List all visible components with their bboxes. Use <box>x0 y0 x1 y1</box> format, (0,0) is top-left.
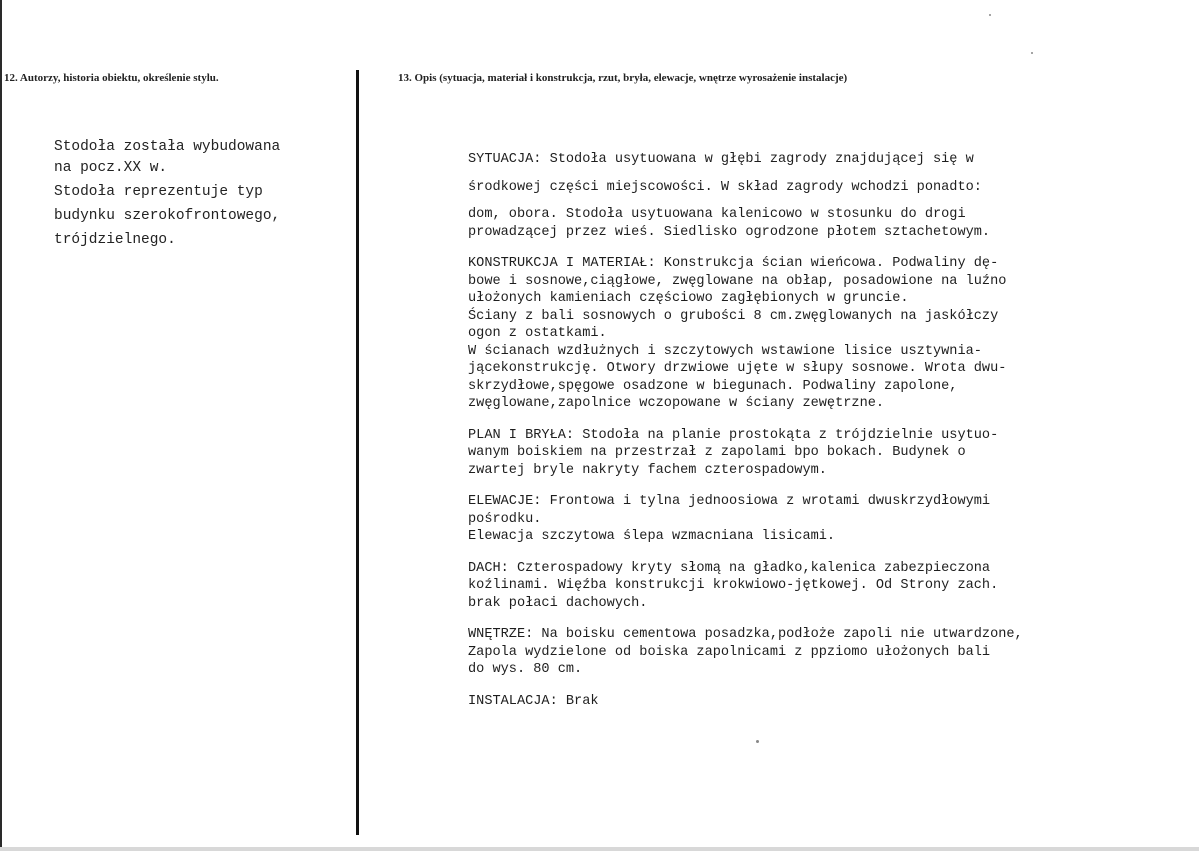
field-13-label: 13. Opis (sytuacja, materiał i konstrukcja, rzut, bryła, elewacje, wnętrze wyrosażenie instalacje) <box>398 72 848 84</box>
text-line: do wys. 80 cm. <box>468 662 583 677</box>
text-line: Ściany z bali sosnowych o grubości 8 cm.zwęglowanych na jaskółczy <box>468 308 999 324</box>
text-line: prowadzącej przez wieś. Siedlisko ogrodzone płotem sztachetowym. <box>468 224 991 240</box>
section-wnetrze <box>468 626 1180 679</box>
left-line: Stodoła reprezentuje typ <box>54 184 263 200</box>
column-divider <box>356 70 359 835</box>
paper-speck <box>1031 52 1033 54</box>
text-line: ułożonych kamieniach częściowo zagłębionych w gruncie. <box>468 291 909 306</box>
text-line: KONSTRUKCJA I MATERIAŁ: Konstrukcja ścian wieńcowa. Podwaliny dę- <box>468 256 999 271</box>
text-line: SYTUACJA: Stodoła usytuowana w głębi zagrody znajdującej się w <box>468 152 974 167</box>
text-line: wanym boiskiem na przestrzał z zapolami bpo bokach. Budynek o <box>468 445 966 460</box>
text-line: PLAN I BRYŁA: Stodoła na planie prostokąta z trójdzielnie usytuo- <box>468 427 999 443</box>
text-line: skrzydłowe,spęgowe osadzone w biegunach. Podwaliny zapolone, <box>468 378 958 394</box>
section-elewacje <box>468 493 1180 546</box>
text-line: DACH: Czterospadowy kryty słomą na gładko,kalenica zabezpieczona <box>468 560 991 576</box>
paper-speck <box>756 740 759 743</box>
text-line: dom, obora. Stodoła usytuowana kalenicowo w stosunku do drogi <box>468 207 966 222</box>
left-line: trójdzielnego. <box>54 232 176 248</box>
authors-history-text <box>54 138 344 252</box>
text-line: Zapola wydzielone od boiska zapolnicami z ppziomo ułożonych bali <box>468 644 991 660</box>
section-instalacja <box>468 693 1180 711</box>
text-line: koźlinami. Więźba konstrukcji krokwiowo-jętkowej. Od Strony zach. <box>468 578 999 593</box>
text-line: bowe i sosnowe,ciągłowe, zwęglowane na obłap, posadowione na luźno <box>468 273 1007 289</box>
text-line: brak połaci dachowych. <box>468 595 648 611</box>
page-edge-line <box>0 0 2 851</box>
field-12-label: 12. Autorzy, historia obiektu, określenie stylu. <box>4 72 219 84</box>
left-line: budynku szerokofrontowego, <box>54 208 281 224</box>
text-line: WNĘTRZE: Na boisku cementowa posadzka,podłoże zapoli nie utwardzone, <box>468 627 1023 642</box>
left-line: Stodoła została wybudowana <box>54 139 281 155</box>
text-line: pośrodku. <box>468 511 542 527</box>
paper-speck <box>989 14 991 16</box>
text-line: jącekonstrukcję. Otwory drzwiowe ujęte w słupy sosnowe. Wrota dwu- <box>468 361 1007 376</box>
description-text <box>468 152 1180 710</box>
left-line: na pocz.XX w. <box>54 160 168 176</box>
text-line: zwartej bryle nakryty fachem czterospadowym. <box>468 462 827 478</box>
text-line: ogon z ostatkami. <box>468 326 607 341</box>
page-bottom-edge <box>0 847 1199 851</box>
text-line: ELEWACJE: Frontowa i tylna jednoosiowa z wrotami dwuskrzydłowymi <box>468 494 991 509</box>
text-line: INSTALACJA: Brak <box>468 693 599 709</box>
section-sytuacja <box>468 144 1180 241</box>
section-dach <box>468 560 1180 613</box>
section-konstrukcja <box>468 255 1180 413</box>
text-line: Elewacja szczytowa ślepa wzmacniana lisicami. <box>468 529 836 544</box>
section-plan <box>468 427 1180 480</box>
text-line: W ścianach wzdłużnych i szczytowych wstawione lisice usztywnia- <box>468 343 982 359</box>
text-line: środkowej części miejscowości. W skład zagrody wchodzi ponadto: <box>468 180 982 195</box>
text-line: zwęglowane,zapolnice wczopowane w ściany zewętrzne. <box>468 396 885 411</box>
